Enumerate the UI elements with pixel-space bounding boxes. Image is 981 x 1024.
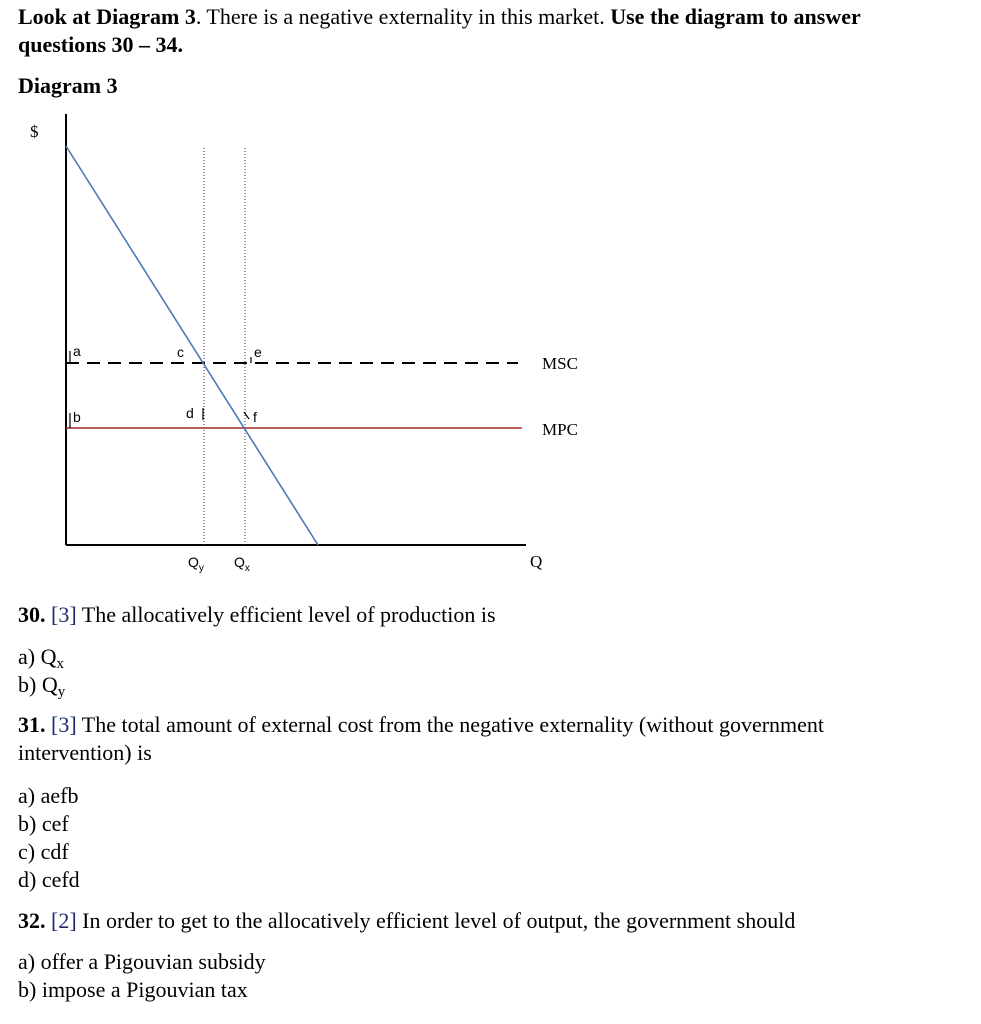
x-axis-label: Q <box>530 552 543 571</box>
q31-text-line1: The total amount of external cost from the negative externality (without government <box>81 712 825 737</box>
y-axis-label: $ <box>30 122 39 141</box>
q31-option-d: d) cefd <box>18 867 80 892</box>
msc-label: MSC <box>542 354 578 373</box>
q31-option-b: b) cef <box>18 811 69 836</box>
q31-text-line2: intervention) is <box>18 740 152 765</box>
diagram-3 <box>0 100 640 580</box>
question-32: 32. [2] In order to get to the allocatively efficient level of output, the government should <box>18 908 796 933</box>
intro-bold-2: Use the diagram to answer <box>610 4 861 29</box>
point-d-label: d <box>186 405 194 421</box>
q30-number: 30 <box>18 602 40 627</box>
mpc-label: MPC <box>542 420 578 439</box>
qy-main: Q <box>188 554 199 570</box>
q31-points: 3 <box>58 712 70 737</box>
point-c-label: c <box>177 344 184 360</box>
qx-sub: x <box>244 563 250 574</box>
qx-label <box>234 554 250 574</box>
q32-option-a: a) offer a Pigouvian subsidy <box>18 949 266 974</box>
demand-curve <box>66 146 318 545</box>
qy-label <box>188 554 204 574</box>
q30-option-a: a) $Q_x$ <box>18 644 64 672</box>
question-31: 31. [3] The total amount of external cost from the negative externality (without government <box>18 712 825 737</box>
qx-main: Q <box>234 554 245 570</box>
q30-points: 3 <box>58 602 70 627</box>
q31-option-a: a) aefb <box>18 783 79 808</box>
point-a-label: a <box>73 343 81 359</box>
qy-sub: y <box>198 563 204 574</box>
diagram-title: Diagram 3 <box>18 73 118 98</box>
q32-text: In order to get to the allocatively efficient level of output, the government should <box>82 908 796 933</box>
intro-text: . There is a negative externality in this market. <box>195 4 611 29</box>
q31-option-c: c) cdf <box>18 839 69 864</box>
intro-bold-1: Look at Diagram 3 <box>18 4 196 29</box>
q31-number: 31 <box>18 712 40 737</box>
q32-option-b: b) impose a Pigouvian tax <box>18 977 248 1002</box>
question-30: 30. [3] The allocatively efficient level of production is <box>18 602 496 627</box>
q32-number: 32 <box>18 908 40 933</box>
q30-text: The allocatively efficient level of production is <box>81 602 496 627</box>
intro-line-1 <box>18 3 861 31</box>
point-b-label: b <box>73 409 81 425</box>
q30-option-b: b) $Q_y$ <box>18 672 66 700</box>
intro-line-2: questions 30 – 34. <box>18 32 184 57</box>
point-e-label: e <box>254 344 262 360</box>
q32-points: 2 <box>58 908 70 933</box>
point-f-label: f <box>253 409 257 425</box>
